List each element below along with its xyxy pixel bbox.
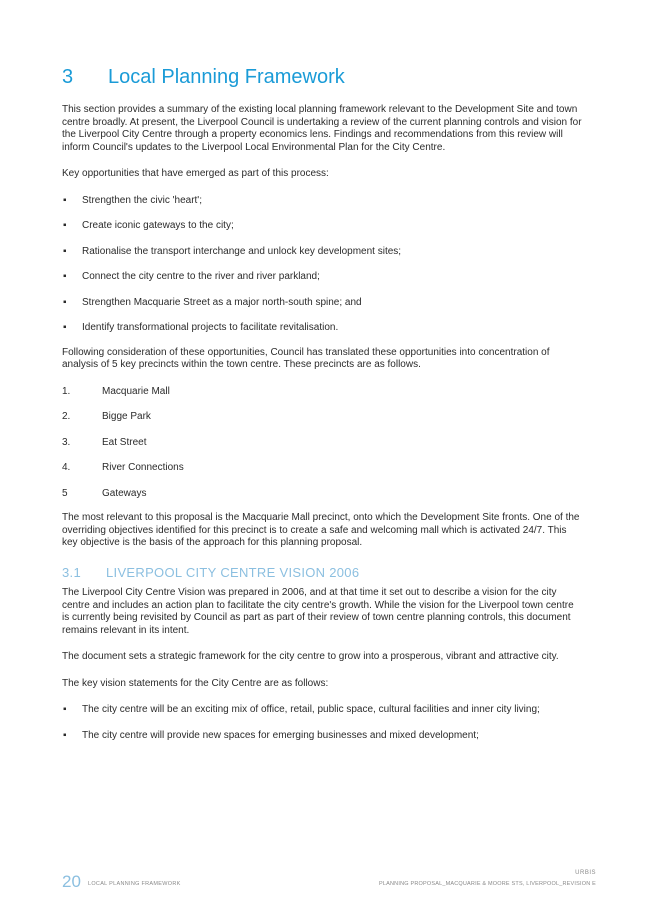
list-item: 4. River Connections xyxy=(62,462,184,473)
bullet-icon: ▪ xyxy=(63,245,67,257)
bullet-icon: ▪ xyxy=(63,271,67,282)
list-item: 2. Bigge Park xyxy=(62,411,151,422)
body-content xyxy=(62,104,582,755)
list-item: ▪ Create iconic gateways to the city; xyxy=(63,220,234,231)
section-heading xyxy=(62,564,582,580)
bullet-icon: ▪ xyxy=(63,296,67,308)
footer-brand: URBIS xyxy=(575,870,596,876)
list-item: ▪ Rationalise the transport interchange and unlock key development sites; xyxy=(63,245,402,257)
chapter-title: Local Planning Framework xyxy=(108,66,345,88)
chapter-number: 3 xyxy=(62,66,74,88)
page-number: 20 xyxy=(62,872,81,891)
list-item: ▪ Identify transformational projects to facilitate revitalisation. xyxy=(63,322,339,333)
precincts-intro: Following consideration of these opportunities, Council has translated these opportunities into concentration of analysis of 5 key precincts within the town centre. These precincts are as follows. xyxy=(62,346,550,370)
bullet-icon: ▪ xyxy=(63,220,67,231)
vision-statements-list xyxy=(62,704,582,742)
list-item: ▪ Connect the city centre to the river and river parkland; xyxy=(63,271,320,282)
list-item: 3. Eat Street xyxy=(62,436,147,448)
bullet-icon: ▪ xyxy=(63,729,67,741)
precincts-list xyxy=(62,386,582,501)
chapter-heading xyxy=(62,66,345,89)
list-item: ▪ The city centre will be an exciting mix of office, retail, public space, cultural facilities and inner city living; xyxy=(63,704,540,715)
section-title: LIVERPOOL CITY CENTRE VISION 2006 xyxy=(106,564,360,580)
section-number: 3.1 xyxy=(62,564,81,580)
bullet-icon: ▪ xyxy=(63,704,67,715)
footer-section-label: LOCAL PLANNING FRAMEWORK xyxy=(88,881,181,887)
list-item: ▪ Strengthen Macquarie Street as a major north-south spine; and xyxy=(63,296,362,308)
vision-intro: The key vision statements for the City Centre are as follows: xyxy=(62,677,329,689)
intro-paragraph: This section provides a summary of the existing local planning framework relevant to the Development Site and town centre broadly. At present, the Liverpool Council is undertaking a review of the current planning controls and vision for the Liverpool City Centre through a property economics lens. Findings and recommendations from this review will inform Council's updates to the Liverpool Local Environmental Plan for the City Centre. xyxy=(62,104,582,153)
vision-paragraph-1: The Liverpool City Centre Vision was prepared in 2006, and at that time it set out to describe a vision for the city centre and includes an action plan to facilitate the city centre's growth. While the vision for the Liverpool town centre is currently being revisited by Council as part as part of their review of town centre planning controls, this document remains relevant in its intent. xyxy=(62,587,574,636)
list-item: 1. Macquarie Mall xyxy=(62,385,170,397)
relevance-paragraph: The most relevant to this proposal is the Macquarie Mall precinct, onto which the Development Site fronts. One of the overriding objectives identified for this precinct is to create a safe and welcoming mall which is activated 24/7. This key objective is the basis of the approach for this planning proposal. xyxy=(62,512,580,548)
footer-document-title: PLANNING PROPOSAL_MACQUARIE & MOORE STS, LIVERPOOL_REVISION E xyxy=(379,881,596,887)
list-item: ▪ Strengthen the civic 'heart'; xyxy=(63,194,202,206)
opportunities-list xyxy=(62,195,582,335)
list-item: ▪ The city centre will provide new spaces for emerging businesses and mixed development; xyxy=(63,729,479,741)
list-item: 5 Gateways xyxy=(62,487,147,499)
vision-paragraph-2: The document sets a strategic framework for the city centre to grow into a prosperous, vibrant and attractive city. xyxy=(62,651,559,662)
opportunities-intro: Key opportunities that have emerged as part of this process: xyxy=(62,168,329,179)
bullet-icon: ▪ xyxy=(63,194,67,206)
bullet-icon: ▪ xyxy=(63,322,67,333)
